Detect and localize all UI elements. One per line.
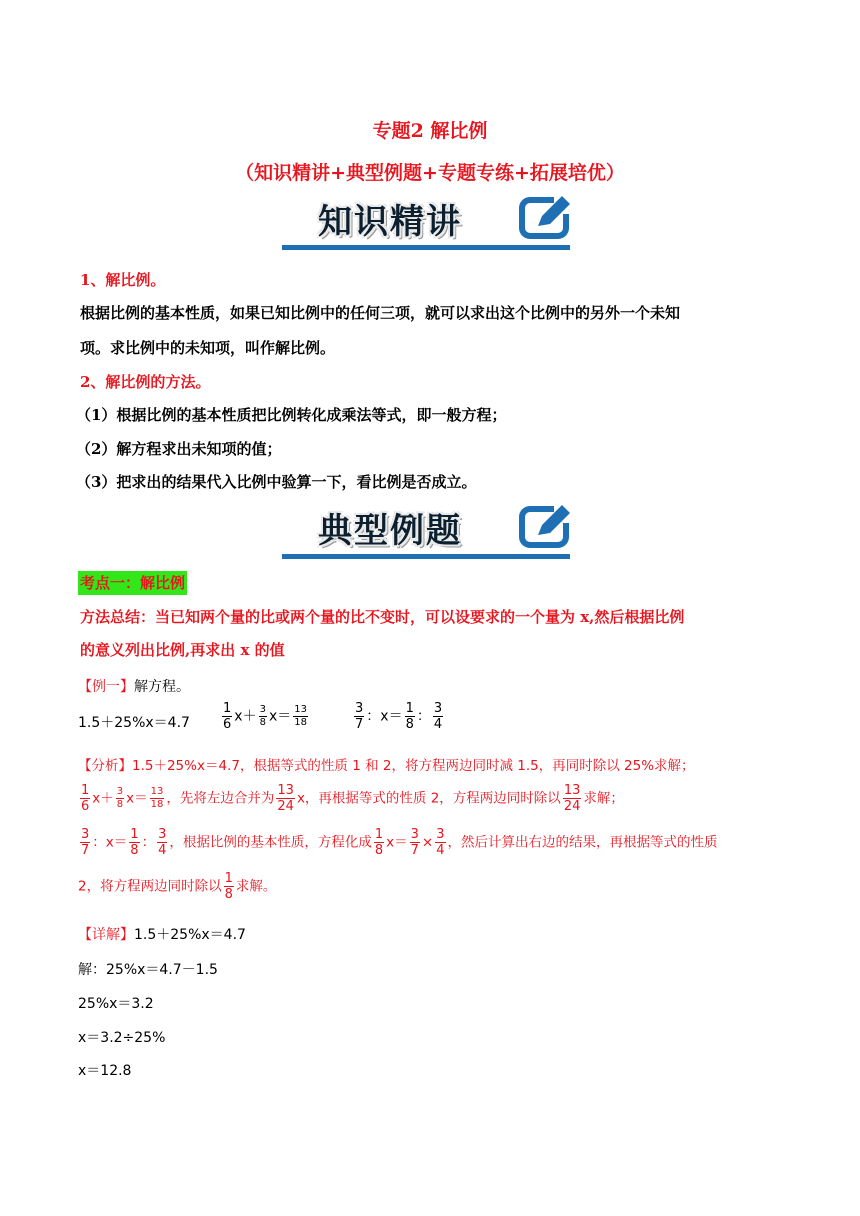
detail-line-3: 25%x＝3.2 [78, 996, 154, 1012]
method-summary-line-1: 方法总结：当已知两个量的比或两个量的比不变时，可以设要求的一个量为 x,然后根据比例 [80, 608, 685, 626]
example-tag: 【例一】 [78, 679, 134, 695]
method-step-3: （3）把求出的结果代入比例中验算一下，看比例是否成立。 [76, 473, 477, 491]
detail-line-2: 解：25%x＝4.7－1.5 [78, 962, 218, 978]
detail-line-5: x＝12.8 [78, 1063, 132, 1079]
section-heading-1: 1、解比例。 [80, 271, 166, 289]
analysis-line-1: 【分析】1.5＋25%x＝4.7，根据等式的性质 1 和 2，将方程两边同时减 1.5，再同时除以 25%求解； [78, 758, 695, 774]
edit-note-icon [512, 192, 578, 250]
banner-knowledge [282, 192, 578, 250]
kaodian-highlight: 考点一：解比例 [78, 571, 187, 595]
equation-3: $\frac{3}{7}$ ：x＝ $\frac{1}{8}$ ： $\frac{3}{4}$ [355, 701, 443, 732]
method-step-2: （2）解方程求出未知项的值； [76, 440, 282, 458]
example-instruction: 解方程。 [134, 679, 190, 695]
detail-line-1: 【详解】1.5＋25%x＝4.7 [78, 927, 246, 943]
analysis-line-4: 2，将方程两边同时除以 $\frac{1}{8}$ 求解。 [78, 871, 277, 902]
definition-line-2: 项。求比例中的未知项，叫作解比例。 [80, 339, 336, 357]
banner-knowledge-label: 知识精讲 [318, 202, 462, 242]
edit-note-icon [512, 501, 578, 559]
equation-2: $\frac{1}{6}$ x＋ $\frac{3}{8}$ x＝ $\frac{13}{18}$ [223, 701, 307, 732]
definition-line-1: 根据比例的基本性质，如果已知比例中的任何三项，就可以求出这个比例中的另外一个未知 [80, 304, 681, 322]
banner-examples-label: 典型例题 [318, 511, 462, 551]
analysis-line-2: $\frac{1}{6}$ x＋ $\frac{3}{8}$ x＝ $\frac{13}{18}$ ，先将左边合并为 $\frac{13}{24}$ x，再根据等式的性质 2，方程两边同时除以 $\frac{13}{24}$ 求解； [81, 783, 624, 814]
analysis-line-3: $\frac{3}{7}$ ：x＝ $\frac{1}{8}$ ： $\frac{3}{4}$ ，根据比例的基本性质，方程化成 $\frac{1}{8}$ x＝ $\frac{3}{7}$ × $\frac{3}{4}$ ，然后计算出右边的结果，再根据等式的性质 [81, 827, 718, 858]
method-summary-line-2: 的意义列出比例,再求出 x 的值 [80, 641, 285, 659]
example-header [78, 676, 190, 696]
page-subtitle: （知识精讲+典型例题+专题专练+拓展培优） [235, 162, 625, 184]
detail-line-4: x＝3.2÷25% [78, 1030, 166, 1046]
page-title: 专题2 解比例 [372, 120, 488, 142]
method-step-1: （1）根据比例的基本性质把比例转化成乘法等式，即一般方程； [76, 406, 507, 424]
section-heading-2: 2、解比例的方法。 [80, 373, 211, 391]
equation-1: 1.5＋25%x＝4.7 [78, 715, 190, 731]
banner-examples [282, 501, 578, 559]
